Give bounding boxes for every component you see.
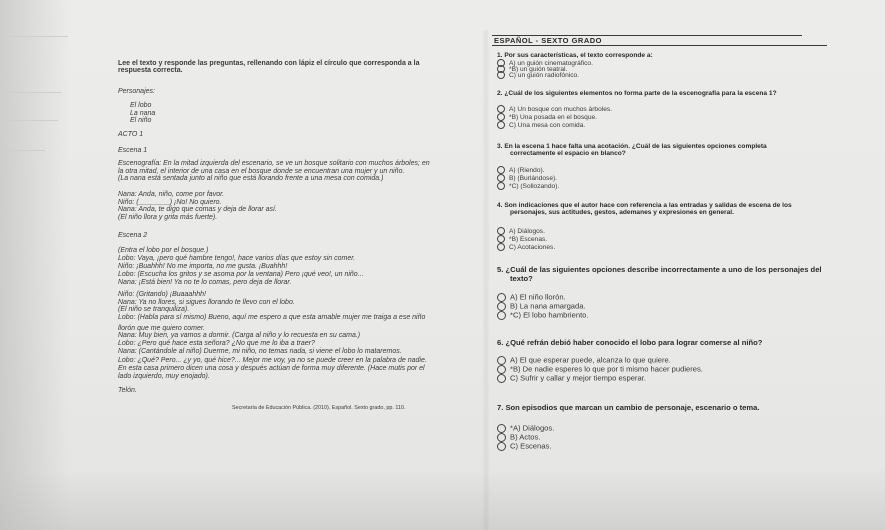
answer-bubble[interactable]: [497, 182, 505, 190]
answer-bubble[interactable]: [497, 243, 505, 251]
question-1-option-a[interactable]: A) un guión cinematográfico.: [497, 59, 593, 67]
question-5-option-b[interactable]: B) La nana amargada.: [497, 302, 586, 311]
page-shadow-left: [0, 0, 70, 530]
script-line: Lobo: (Escucha los gritos y se asoma por la ventana) Pero ¡qué veo!, un niño...: [118, 271, 364, 278]
question-5-option-a[interactable]: A) El niño llorón.: [497, 293, 566, 302]
script-line: Nana: Anda, niño, come por favor.: [118, 191, 225, 198]
question-4-option-a[interactable]: A) Diálogos.: [497, 227, 545, 235]
question-2-text: 2. ¿Cuál de los siguientes elementos no forma parte de la escenografía para la escena 1?: [497, 90, 777, 97]
answer-bubble[interactable]: [497, 424, 506, 433]
answer-bubble[interactable]: [497, 442, 506, 451]
character-item: El lobo: [130, 102, 152, 109]
answer-bubble[interactable]: [497, 365, 506, 374]
answer-bubble[interactable]: [497, 105, 505, 113]
question-4-text: 4. Son indicaciones que el autor hace con referencia a las entradas y salidas de escena de los: [497, 202, 792, 209]
script-line: Niño: ¡Buahhh! No me importa, no me gusta. ¡Buahhh!: [118, 263, 288, 270]
answer-bubble[interactable]: [497, 356, 506, 365]
bleed-through-line: [8, 36, 68, 37]
question-3-option-b[interactable]: B) (Burlándose).: [497, 174, 557, 182]
answer-bubble[interactable]: [497, 311, 506, 320]
scene-heading: Escena 2: [118, 232, 148, 239]
script-line: (La nana está sentada junto al niño que está llorando frente a una mesa con comida.): [118, 175, 384, 182]
characters-label: Personajes:: [118, 88, 155, 95]
question-3-text: 3. En la escena 1 hace falta una acotación. ¿Cuál de las siguientes opciones completa: [497, 143, 767, 150]
question-7-text: 7. Son episodios que marcan un cambio de personaje, escenario o tema.: [497, 403, 760, 412]
script-line: En esta casa primero dicen una cosa y después actúan de forma muy diferente. (Hace mutis por el: [118, 365, 425, 372]
question-4-option-b[interactable]: *B) Escenas.: [497, 235, 547, 243]
question-5-text: 5. ¿Cuál de las siguientes opciones describe incorrectamente a uno de los personajes del: [497, 265, 822, 274]
answer-bubble[interactable]: [497, 71, 505, 79]
page-fold: [482, 30, 490, 530]
instructions-line-1: Lee el texto y responde las preguntas, rellenando con lápiz el círculo que corresponda a la: [118, 60, 420, 67]
script-line: Nana: Muy bien, ya vamos a dormir. (Carga al niño y lo recuesta en su cama.): [118, 332, 361, 339]
character-item: El niño: [130, 117, 152, 124]
question-5-text-cont: texto?: [510, 274, 533, 283]
act-heading: ACTO 1: [118, 131, 144, 138]
instructions-line-2: respuesta correcta.: [118, 67, 183, 74]
question-7-option-a[interactable]: *A) Diálogos.: [497, 424, 554, 433]
question-2-option-b[interactable]: *B) Una posada en el bosque.: [497, 113, 597, 121]
scene-heading: Escena 1: [118, 147, 148, 154]
question-6-text: 6. ¿Qué refrán debió haber conocido el lobo para lograr comerse al niño?: [497, 338, 763, 347]
character-item: La nana: [130, 110, 156, 117]
script-line: Lobo: ¿Qué? Pero... ¿y yo, qué hice?... Mejor me voy, ya no se puede creer en la palabra de nadie.: [118, 357, 427, 364]
script-line: (Entra el lobo por el bosque.): [118, 247, 209, 254]
script-line: (El niño llora y grita más fuerte).: [118, 214, 218, 221]
bleed-through-line: [10, 120, 58, 121]
question-6-option-a[interactable]: A) El que esperar puede, alcanza lo que quiere.: [497, 356, 671, 365]
script-line: Niño: (Gritando) ¡Buaaahhh!: [118, 291, 206, 298]
answer-bubble[interactable]: [497, 302, 506, 311]
script-line: (El niño se tranquiliza).: [118, 306, 190, 313]
page-shadow-bottom: [0, 470, 885, 530]
script-line: Lobo: ¿Pero qué hace esta señora? ¿No que me lo iba a traer?: [118, 340, 315, 347]
question-1-option-b[interactable]: *B) un guión teatral.: [497, 65, 567, 73]
answer-bubble[interactable]: [497, 121, 505, 129]
question-1-option-c[interactable]: C) un guión radiofónico.: [497, 71, 579, 79]
bleed-through-line: [6, 92, 61, 93]
header-rule-bottom: [492, 45, 827, 46]
answer-bubble[interactable]: [497, 113, 505, 121]
bleed-through-line: [5, 150, 45, 151]
script-line: Nana: ¡Está bien! Ya no te lo comas, pero deja de llorar.: [118, 279, 292, 286]
source-credit: Secretaría de Educación Pública. (2010). Español. Sexto grado, pp. 110.: [232, 405, 406, 411]
script-line: Lobo: (Habla para sí mismo) Bueno, aquí me espero a que esta amable mujer me traiga a ese niño: [118, 314, 426, 321]
script-line: lado izquierdo, muy enojado).: [118, 373, 210, 380]
question-5-option-c[interactable]: *C) El lobo hambriento.: [497, 311, 589, 320]
script-line: la otra mitad, el interior de una casa en el bosque donde se encuentran una mujer y un niño.: [118, 168, 405, 175]
script-line: Nana: (Cantándole al niño) Duerme, mi niño, no temas nada, si viene el lobo lo mataremos.: [118, 348, 402, 355]
answer-bubble[interactable]: [497, 433, 506, 442]
question-6-option-b[interactable]: *B) De nadie esperes lo que por ti mismo hacer pudieres.: [497, 365, 703, 374]
question-1-text: 1. Por sus características, el texto corresponde a:: [497, 52, 653, 59]
script-line: Lobo: Vaya, ¡pero qué hambre tengo!, hace varios días que estoy sin comer.: [118, 255, 356, 262]
answer-bubble[interactable]: [497, 293, 506, 302]
script-line: Escenografía: En la mitad izquierda del escenario, se ve un bosque solitario con muchos árboles; en: [118, 160, 430, 167]
subject-header: ESPAÑOL - SEXTO GRADO: [494, 36, 603, 45]
question-3-option-a[interactable]: A) (Riendo).: [497, 166, 545, 174]
question-2-option-a[interactable]: A) Un bosque con muchos árboles.: [497, 105, 612, 113]
question-7-option-c[interactable]: C) Escenas.: [497, 442, 551, 451]
question-3-option-c[interactable]: *C) (Sollozando).: [497, 182, 559, 190]
question-6-option-c[interactable]: C) Sufrir y callar y mejor tiempo esperar.: [497, 374, 646, 383]
answer-bubble[interactable]: [497, 227, 505, 235]
question-3-text-cont: correctamente el espacio en blanco?: [510, 150, 626, 157]
answer-bubble[interactable]: [497, 235, 505, 243]
answer-bubble[interactable]: [497, 374, 506, 383]
question-2-option-c[interactable]: C) Una mesa con comida.: [497, 121, 585, 129]
question-4-option-c[interactable]: C) Acotaciones.: [497, 243, 555, 251]
script-line: Niño: (________) ¡No! No quiero.: [118, 199, 222, 206]
script-line: llorón que me quiero comer.: [118, 325, 205, 332]
script-line: Nana: Ya no llores, si sigues llorando te llevo con el lobo.: [118, 299, 295, 306]
answer-bubble[interactable]: [497, 174, 505, 182]
curtain-line: Telón.: [118, 387, 137, 394]
question-7-option-b[interactable]: B) Actos.: [497, 433, 540, 442]
script-line: Nana: Anda, te digo que comas y deja de llorar así.: [118, 206, 277, 213]
question-4-text-cont: personajes, sus actitudes, gestos, ademanes y expresiones en general.: [510, 209, 734, 216]
answer-bubble[interactable]: [497, 166, 505, 174]
